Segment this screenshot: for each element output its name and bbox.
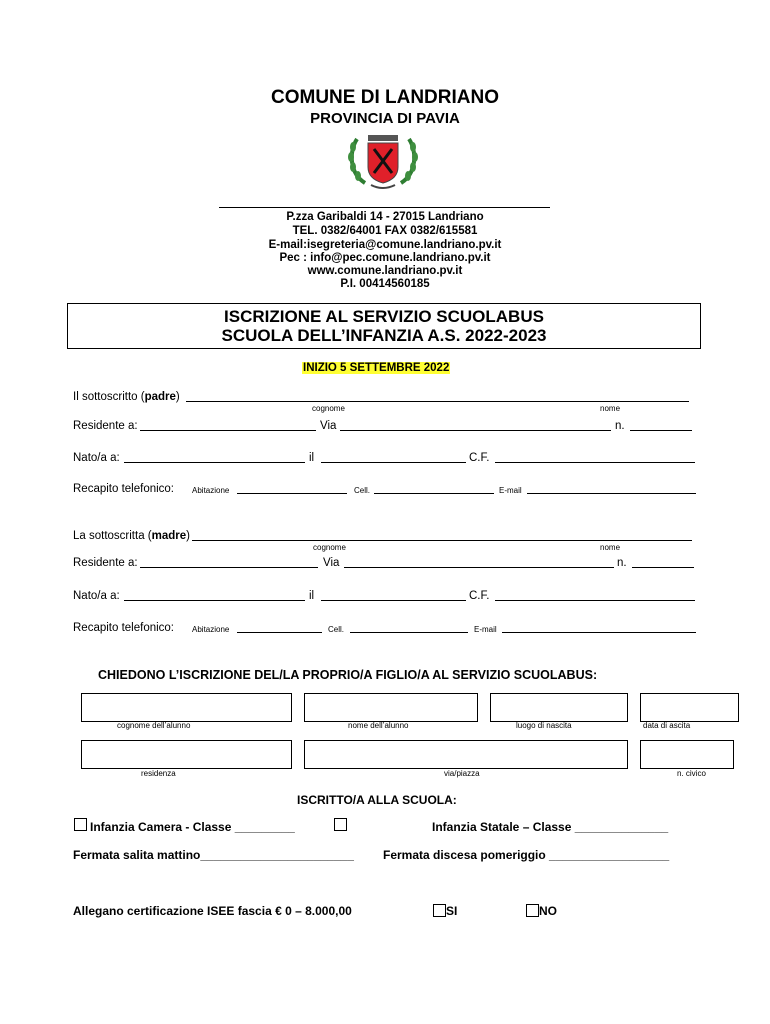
piva-text: P.I. 00414560185	[340, 278, 430, 290]
mother-name-field[interactable]	[192, 540, 692, 541]
alunno-cognome-caption: cognome dell’alunno	[117, 721, 191, 730]
father-residente-field[interactable]	[140, 430, 316, 431]
father-abitazione-field[interactable]	[237, 493, 347, 494]
mother-il-label: il	[309, 590, 315, 602]
mother-abitazione-label: Abitazione	[192, 625, 230, 634]
father-n-label: n.	[615, 420, 625, 432]
father-residente-label: Residente a:	[73, 420, 138, 432]
mother-email-field[interactable]	[502, 632, 696, 633]
comune-title: COMUNE DI LANDRIANO	[271, 87, 499, 108]
father-il-label: il	[309, 452, 315, 464]
mother-residente-field[interactable]	[140, 567, 318, 568]
pec-text: Pec : info@pec.comune.landriano.pv.it	[279, 252, 491, 264]
mother-cf-field[interactable]	[495, 600, 695, 601]
fermata-discesa-field[interactable]: Fermata discesa pomeriggio __________________	[383, 848, 670, 862]
father-via-label: Via	[320, 420, 337, 432]
title-box	[67, 303, 701, 349]
mother-cell-label: Cell.	[328, 625, 345, 634]
father-via-field[interactable]	[340, 430, 611, 431]
father-abitazione-label: Abitazione	[192, 486, 230, 495]
start-date-highlight: INIZIO 5 SETTEMBRE 2022	[303, 362, 450, 374]
alunno-cognome-input[interactable]	[81, 693, 292, 722]
form-title-line2: SCUOLA DELL’INFANZIA A.S. 2022-2023	[221, 326, 547, 345]
mother-residente-label: Residente a:	[73, 557, 138, 569]
infanzia-camera-label: Infanzia Camera - Classe _________	[90, 820, 295, 834]
father-nato-label: Nato/a a:	[73, 452, 120, 464]
infanzia-statale-checkbox[interactable]	[334, 818, 347, 831]
alunno-nome-input[interactable]	[304, 693, 478, 722]
email-text: E-mail:isegreteria@comune.landriano.pv.it	[268, 239, 502, 251]
mother-label-prefix: La sottoscritta (	[73, 530, 152, 542]
via-piazza-input[interactable]	[304, 740, 628, 769]
isee-si-label: SI	[446, 904, 458, 918]
father-email-label: E-mail	[499, 486, 522, 495]
father-name-field[interactable]	[186, 401, 689, 402]
father-cf-field[interactable]	[495, 462, 695, 463]
father-label-prefix: Il sottoscritto (	[73, 391, 145, 403]
father-cell-label: Cell.	[354, 486, 371, 495]
mother-nato-field[interactable]	[124, 600, 305, 601]
mother-via-label: Via	[323, 557, 340, 569]
address-text: P.zza Garibaldi 14 - 27015 Landriano	[286, 211, 484, 223]
infanzia-statale-label: Infanzia Statale – Classe ______________	[432, 820, 669, 834]
alunno-luogo-input[interactable]	[490, 693, 628, 722]
mother-cell-field[interactable]	[350, 632, 468, 633]
father-label-role: padre	[144, 391, 176, 403]
father-nato-field[interactable]	[124, 462, 305, 463]
father-n-field[interactable]	[630, 430, 692, 431]
mother-nato-label: Nato/a a:	[73, 590, 120, 602]
coat-of-arms-logo	[343, 133, 423, 195]
mother-cognome-caption: cognome	[313, 543, 346, 552]
isee-si-checkbox[interactable]	[433, 904, 446, 917]
father-il-field[interactable]	[321, 462, 466, 463]
website-text: www.comune.landriano.pv.it	[307, 265, 463, 277]
mother-email-label: E-mail	[474, 625, 497, 634]
mother-abitazione-field[interactable]	[237, 632, 322, 633]
mother-il-field[interactable]	[321, 600, 466, 601]
residenza-input[interactable]	[81, 740, 292, 769]
alunno-data-input[interactable]	[640, 693, 739, 722]
father-cf-label: C.F.	[469, 452, 490, 464]
mother-n-label: n.	[617, 557, 627, 569]
father-label-suffix: )	[175, 391, 180, 403]
phone-text: TEL. 0382/64001 FAX 0382/615581	[292, 225, 478, 237]
father-nome-caption: nome	[600, 404, 621, 413]
school-heading: ISCRITTO/A ALLA SCUOLA:	[297, 793, 457, 807]
mother-via-field[interactable]	[344, 567, 614, 568]
residenza-caption: residenza	[141, 769, 176, 778]
mother-label-suffix: )	[186, 530, 190, 542]
alunno-luogo-caption: luogo di nascita	[516, 721, 572, 730]
father-cell-field[interactable]	[374, 493, 494, 494]
header-divider	[219, 207, 550, 208]
father-email-field[interactable]	[527, 493, 696, 494]
mother-label-role: madre	[151, 530, 187, 542]
provincia-title: PROVINCIA DI PAVIA	[310, 110, 460, 127]
mother-nome-caption: nome	[600, 543, 621, 552]
mother-label	[73, 530, 190, 542]
alunno-data-caption: data di ascita	[643, 721, 691, 730]
form-title-line1: ISCRIZIONE AL SERVIZIO SCUOLABUS	[224, 307, 544, 326]
isee-label: Allegano certificazione ISEE fascia € 0 – 8.000,00	[73, 904, 352, 918]
alunno-nome-caption: nome dell’alunno	[348, 721, 409, 730]
fermata-salita-field[interactable]: Fermata salita mattino_______________________	[73, 848, 354, 862]
mother-n-field[interactable]	[632, 567, 694, 568]
isee-no-checkbox[interactable]	[526, 904, 539, 917]
father-label	[73, 391, 180, 403]
isee-no-label: NO	[539, 904, 557, 918]
request-heading: CHIEDONO L’ISCRIZIONE DEL/LA PROPRIO/A FIGLIO/A AL SERVIZIO SCUOLABUS:	[98, 668, 598, 682]
via-piazza-caption: via/piazza	[444, 769, 480, 778]
infanzia-camera-checkbox[interactable]	[74, 818, 87, 831]
mother-cf-label: C.F.	[469, 590, 490, 602]
n-civico-caption: n. civico	[677, 769, 706, 778]
mother-recapito-label: Recapito telefonico:	[73, 622, 175, 634]
father-cognome-caption: cognome	[312, 404, 345, 413]
father-recapito-label: Recapito telefonico:	[73, 483, 175, 495]
n-civico-input[interactable]	[640, 740, 734, 769]
